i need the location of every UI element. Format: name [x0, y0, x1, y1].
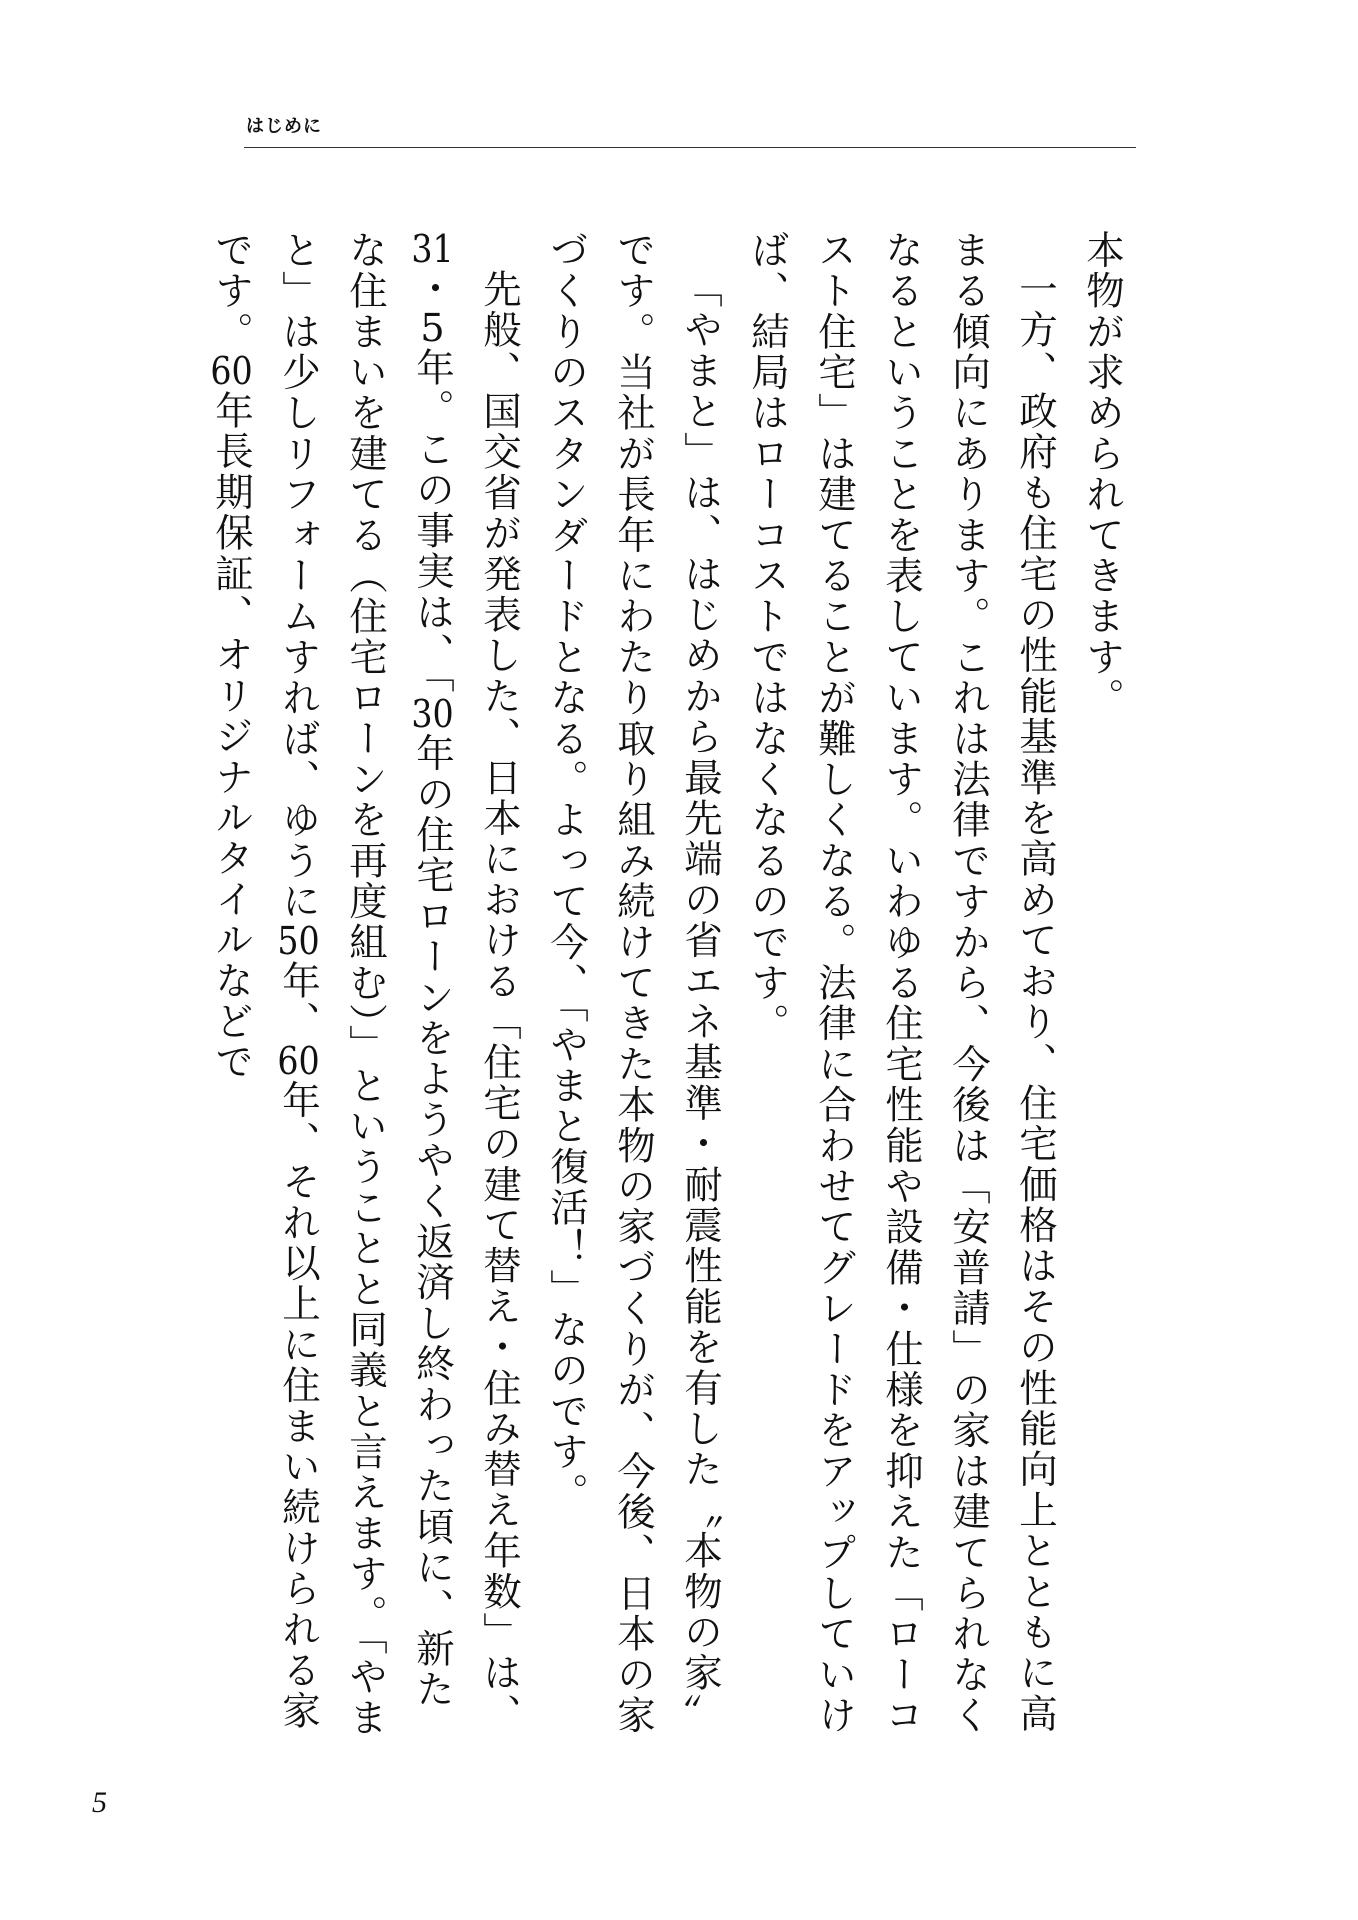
running-head-title: はじめに — [246, 116, 322, 137]
paragraph: 先般、国交省が発表した、日本における「住宅の建て替え・住み替え年数」は、31・5年。この事実は、「30年の住宅ローンをようやく返済し終わった頃に、新たな住まいを建てる（住宅ローンを再度組む）」ということと同義と言えます。「やまと」は少しリフォームすれば、ゆうに50年、60年、それ以上に住まい続けられる家です。60年長期保証、オリジナルタイルなどで — [209, 230, 522, 1739]
header-rule — [244, 147, 1136, 148]
paragraph: 本物が求められてきます。 — [1080, 230, 1125, 719]
paragraph: 「やまと」は、はじめから最先端の省エネ基準・耐震性能を有した〝本物の家〟です。当社が長年にわたり取り組み続けてきた本物の家づくりが、今後、日本の家づくりのスタンダードとなる。よって今、「やまと復活！」なのです。 — [544, 230, 723, 1736]
vertical-body-text — [209, 230, 1136, 1750]
paragraph: 一方、政府も住宅の性能基準を高めており、住宅価格はその性能向上とともに高まる傾向にあります。これは法律ですから、今後は「安普請」の家は建てられなくなるということを表しています。いわゆる住宅性能や設備・仕様を抑えた「ローコスト住宅」は建てることが難しくなる。法律に合わせてグレードをアップしていけば、結局はローコストではなくなるのです。 — [745, 230, 1058, 1736]
page-number: 5 — [92, 1786, 107, 1819]
